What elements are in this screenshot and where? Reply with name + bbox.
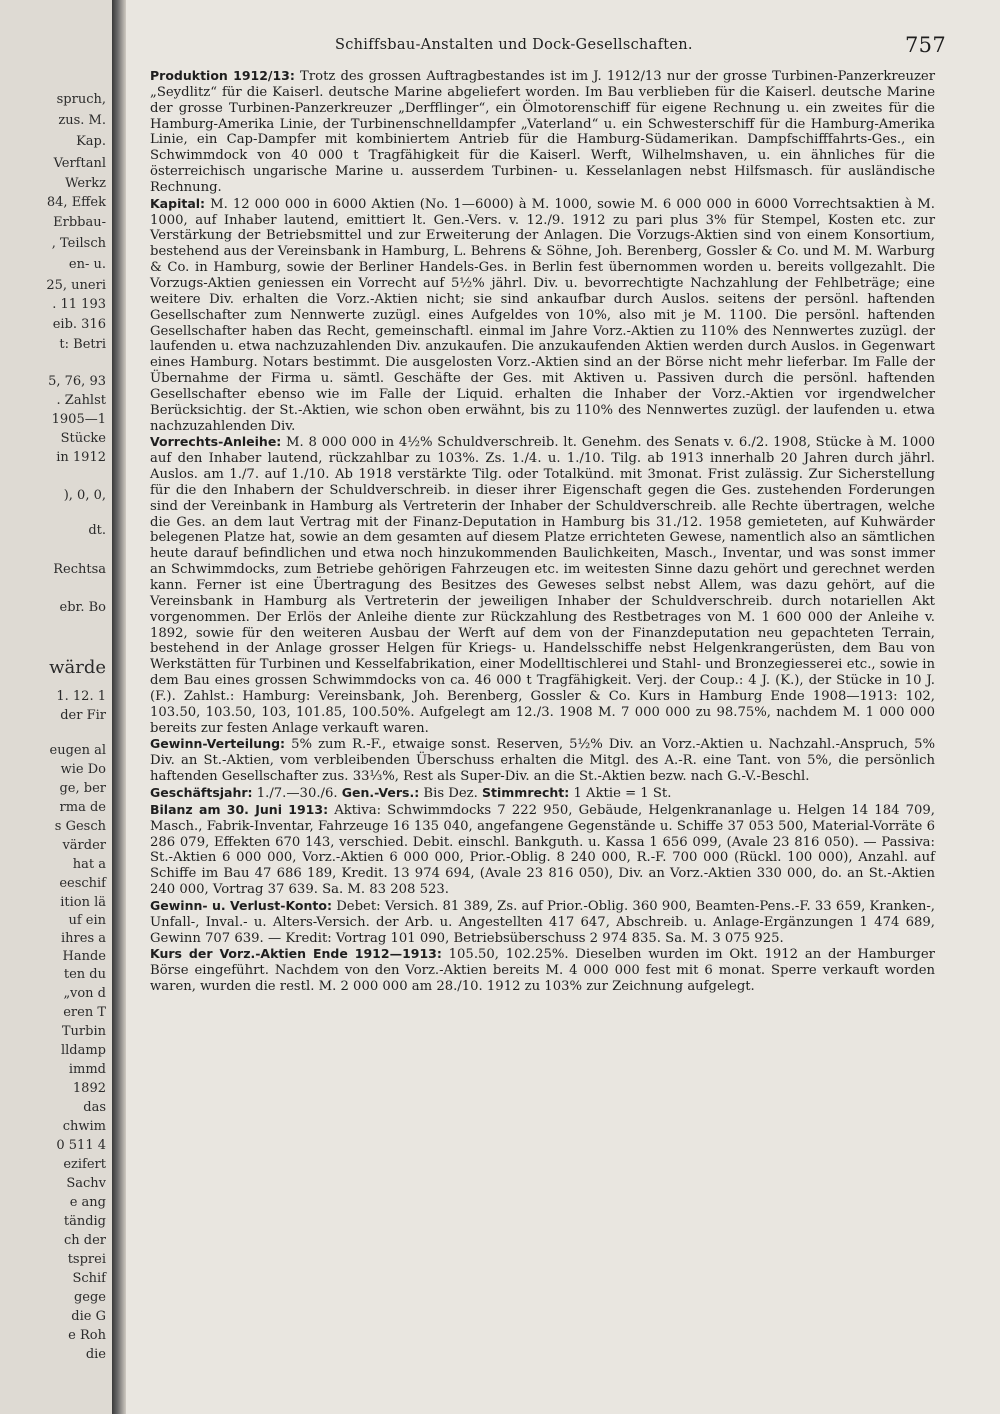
paragraph-vorrechts-anleihe: Vorrechts-Anleihe: M. 8 000 000 in 4½% Schuldverschreib. lt. Genehm. des Senats v. 6./2. 1908, Stücke à M. 1000 auf den Inhaber lautend, rückzahlbar zu 103%. Zs. 1./4. u. 1./10. Tilg. ab 1913 innerhalb 20 Jahren durch jährl. Auslos. am 1./7. auf 1./10. Ab 1918 verstärkte Tilg. oder Totalkünd. mit 3monat. Frist zulässig. Zur Sicherstellung für die den Inhabern der Schuldverschreib. in dieser ihrer Eigenschaft gegen die Ges. zustehenden Forderungen sind der Vereinbank in Hamburg als Vertreterin der Inhaber der Schuldverschreib. alle Rechte übertragen, welche die Ges. an dem laut Vertrag mit der Finanz-Deputation in Hamburg bis 31./12. 1958 gemieteten, auf Kuhwärder belegenen Platze hat, sowie an dem gesamten auf diesem Platze errichteten Gewese, namentlich also an sämtlichen heute darauf befindlichen und etwa noch hinzukommenden Baulichkeiten, Masch., Inventar, und was sonst immer an Schwimmdocks, zum Betriebe gehörigen Fahrzeugen etc. im weitesten Sinne dazu gehört und gerechnet werden kann. Ferner ist eine Übertragung des Besitzes des Geweses selbst nebst Allem, was dazu gehört, auf die Vereinsbank in Hamburg als Vertreterin der jeweiligen Inhaber der Schuldverschreib. durch notariellen Akt vorgenommen. Der Erlös der Anleihe diente zur Rückzahlung des Restbetrages von M. 1 600 000 der Anleihe v. 1892, sowie für den weiteren Ausbau der Werft auf dem von der Finanzdeputation neu gepachteten Terrain, bestehend in der Anlage grosser Helgen für Kriegs- u. Handelsschiffe nebst Helgenkrangerüsten, dem Bau von Werkstätten für Turbinen und Kesselfabrikation, einer Modelltischlerei und Stahl- und Bronzegiesserei etc., sowie in dem Bau eines grossen Schwimmdocks von ca. 46 000 t Tragfähigkeit. Verj. der Coup.: 4 J. (K.), der Stücke in 10 J. (F.). Zahlst.: Hamburg: Vereinsbank, Joh. Berenberg, Gossler & Co. Kurs in Hamburg Ende 1908—1913: 102, 103.50, 103.50, 103, 101.85, 100.50%. Aufgelegt am 12./3. 1908 M. 7 000 000 zu 98.75%, nachdem M. 1 000 000 bereits zur festen Anlage verkauft waren. [150, 434, 935, 736]
left-page-text: immd [68, 1062, 106, 1077]
left-page-text: zus. M. [58, 113, 106, 128]
left-page-text: 84, Effek [46, 195, 106, 210]
label-kurs: Kurs der Vorz.-Aktien Ende 1912—1913: [150, 946, 442, 962]
left-page-text: t: Betri [59, 337, 106, 352]
left-page-text: die G [71, 1309, 106, 1324]
left-page-text: eren T [63, 1005, 106, 1020]
paragraph-gewinn-verteilung: Gewinn-Verteilung: 5% zum R.-F., etwaige sonst. Reserven, 5½% Div. an Vorz.-Aktien u. Nachzahl.-Anspruch, 5% Div. an St.-Aktien, vom verbleibenden Überschuss erhalten die Mitgl. des A.-R. eine Tant. von 5%, die persönlich haftenden Gesellschafter zus. 33⅓%, Rest als Super-Div. an die St.-Aktien bezw. nach G.-V.-Beschl. [150, 736, 935, 785]
label-gen-vers: Gen.-Vers.: [341, 784, 420, 800]
left-page-text: . 11 193 [52, 297, 106, 312]
left-page-text: tändig [63, 1214, 106, 1229]
left-page-text: ebr. Bo [59, 600, 106, 615]
left-page-text: 1892 [72, 1081, 106, 1096]
left-page-text: , Teilsch [51, 236, 106, 251]
left-page-text: ition lä [60, 895, 106, 910]
left-page-text: der Fir [60, 708, 106, 723]
running-title: Schiffsbau-Anstalten und Dock-Gesellschaften. [335, 37, 693, 53]
left-page-text: ihres a [61, 931, 106, 946]
left-page-text: das [83, 1100, 106, 1115]
label-kapital: Kapital: [150, 195, 206, 211]
left-page-text: 0 511 4 [56, 1138, 106, 1153]
left-page-text: 1. 12. 1 [56, 689, 106, 704]
left-page-text: Erbbau- [53, 215, 106, 230]
left-page-text: uf ein [68, 913, 106, 928]
left-page-text: Stücke [60, 431, 106, 446]
left-page-text: ge, ber [59, 781, 106, 796]
left-page-text: e ang [69, 1195, 106, 1210]
left-page-text: lldamp [60, 1043, 106, 1058]
left-page-text: die [85, 1347, 106, 1362]
label-produktion: Produktion 1912/13: [150, 68, 295, 83]
left-page-text: tsprei [67, 1252, 106, 1267]
left-page-text: Werkz [65, 176, 106, 191]
paragraph-gewinn-verlust: Gewinn- u. Verlust-Konto: Debet: Versich. 81 389, Zs. auf Prior.-Oblig. 360 900, Beamten-Pens.-F. 33 659, Kranken-, Unfall-, Inval.- u. Alters-Versich. der Arb. u. Angestellten 417 647, Abschreib. u. Anlage-Ergänzungen 1 474 689, Gewinn 707 639. — Kredit: Vortrag 101 090, Betriebsüberschuss 2 974 835. Sa. M. 3 075 925. [150, 897, 935, 946]
label-geschaeftsjahr: Geschäftsjahr: [150, 784, 253, 800]
left-page-text: ch der [63, 1233, 106, 1248]
left-page-text: 5, 76, 93 [48, 374, 106, 389]
left-page-text: 1905—1 [51, 412, 106, 427]
left-page-text: gege [73, 1290, 106, 1305]
left-page-text: Turbin [61, 1024, 106, 1039]
paragraph-bilanz: Bilanz am 30. Juni 1913: Aktiva: Schwimmdocks 7 222 950, Gebäude, Helgenkrananlage u. Helgen 14 184 709, Masch., Fabrik-Inventar, Fahrzeuge 16 135 040, angefangene Gegenstände u. Schiffe 37 053 500, Material-Vorräte 6 286 079, Effekten 670 143, verschied. Debit. einschl. Bankguth. u. Kassa 1 656 099, (Avale 23 816 050). — Passiva: St.-Aktien 6 000 000, Vorz.-Aktien 6 000 000, Prior.-Oblig. 8 240 000, R.-F. 700 000 (Rückl. 100 000), Anzahl. auf Schiffe im Bau 47 686 189, Kredit. 13 974 694, (Avale 23 816 050), Div. an Vorz.-Aktien 330 000, do. an St.-Aktien 240 000, Vortrag 37 639. Sa. M. 83 208 523. [150, 801, 935, 898]
left-page-text: . Zahlst [56, 393, 106, 408]
left-page-text: 25, uneri [46, 278, 106, 293]
left-page-text: rma de [59, 800, 106, 815]
left-page-text: Rechtsa [53, 562, 106, 577]
left-page-fragment [0, 0, 112, 1414]
paragraph-produktion: Produktion 1912/13: Trotz des grossen Auftragbestandes ist im J. 1912/13 nur der grosse Turbinen-Panzerkreuzer „Seydlitz“ für die Kaiserl. deutsche Marine abgeliefert worden. Im Bau verblieben für die Kaiserl. deutsche Marine der grosse Turbinen-Panzerkreuzer „Derfflinger“, ein Ölmotorenschiff für eigene Rechnung u. ein zweites für die Hamburg-Amerika Linie, der Turbinenschnelldampfer „Vaterland“ u. ein Schwesterschiff für die Hamburg-Amerika Linie, ein Cap-Dampfer mit kombiniertem Antrieb für die Hamburg-Südamerikan. Dampfschifffahrts-Ges., ein Schwimmdock von 40 000 t Tragfähigkeit für die Kaiserl. Werft, Wilhelmshaven, u. ein ähnliches für die österreichisch ungarische Marine u. ausserdem Turbinen- u. Kesselanlagen nebst Hilfsmasch. für ausländische Rechnung. [150, 68, 936, 195]
left-page-text: Schif [72, 1271, 106, 1286]
paragraph-geschaeftsjahr: Geschäftsjahr: 1./7.—30./6. Gen.-Vers.: Bis Dez. Stimmrecht: 1 Aktie = 1 St. [150, 784, 672, 801]
left-page-text: eeschif [59, 876, 106, 891]
left-page-text: värder [62, 838, 106, 853]
left-page-text: e Roh [68, 1328, 106, 1343]
page-body [150, 68, 935, 995]
left-page-text: Sachv [66, 1176, 106, 1191]
left-page-text: Verftanl [53, 156, 106, 171]
page-number: 757 [905, 33, 946, 57]
label-stimmrecht: Stimmrecht: [482, 784, 570, 800]
paragraph-kapital: Kapital: M. 12 000 000 in 6000 Aktien (No. 1—6000) à M. 1000, sowie M. 6 000 000 in 6000 Vorrechtsaktien à M. 1000, auf Inhaber lautend, emittiert lt. Gen.-Vers. v. 12./9. 1912 zu pari plus 3% für Stempel, Kosten etc. zur Verstärkung der Betriebsmittel und zur Erweiterung der Anlagen. Die Vorzugs-Aktien sind von einem Konsortium, bestehend aus der Vereinsbank in Hamburg, L. Behrens & Söhne, Joh. Berenberg, Gossler & Co. und M. M. Warburg & Co. in Hamburg, sowie der Berliner Handels-Ges. in Berlin fest übernommen worden u. bereits vollgezahlt. Die Vorzugs-Aktien geniessen ein Vorrecht auf 5½% jährl. Div. u. bevorrechtigte Nachzahlung der Fehlbeträge; eine weitere Div. erhalten die Vorz.-Aktien nicht; sie sind ankaufbar durch Auslos. seitens der persönl. haftenden Gesellschafter zum Nennwerte zuzügl. eines Aufgeldes von 10%, also mit je M. 1100. Die persönl. haftenden Gesellschafter haben das Recht, gemeinschaftl. einmal im Jahre Vorz.-Aktien zu 110% des Nennwertes zuzügl. der laufenden u. etwa nachzuzahlenden Div. anzukaufen. Die anzukaufenden Aktien werden durch Auslos. in Gegenwart eines Hamburg. Notars bestimmt. Die ausgelosten Vorz.-Aktien sind an der Börse nicht mehr lieferbar. Im Falle der Übernahme der Firma u. sämtl. Geschäfte der Ges. mit Aktiven u. Passiven durch die persönl. haftenden Gesellschafter ebenso wie im Falle der Liquid. erhalten die Inhaber der Vorz.-Aktien vor irgendwelcher Berücksichtig. der St.-Aktien, wie schon oben erwähnt, bis zu 110% des Nennwertes zuzügl. der laufenden u. etwa nachzuzahlenden Div. [150, 195, 935, 434]
left-page-text: Hande [62, 949, 106, 964]
label-vorrechts-anleihe: Vorrechts-Anleihe: [150, 434, 282, 450]
label-bilanz: Bilanz am 30. Juni 1913: [150, 801, 329, 817]
left-page-text: en- u. [68, 257, 106, 272]
left-page-text: ), 0, 0, [63, 488, 106, 503]
left-page-text: ten du [63, 967, 106, 982]
label-gewinn-verlust: Gewinn- u. Verlust-Konto: [150, 897, 332, 913]
paragraph-kurs: Kurs der Vorz.-Aktien Ende 1912—1913: 105.50, 102.25%. Dieselben wurden im Okt. 1912 an der Hamburger Börse eingeführt. Nachdem von den Vorz.-Aktien bereits M. 4 000 000 fest mit 6 monat. Sperre verkauft worden waren, wurden die restl. M. 2 000 000 am 28./10. 1912 zu 103% zur Zeichnung aufgelegt. [150, 946, 935, 995]
left-page-text: „von d [63, 986, 106, 1001]
left-page-text: eugen al [49, 743, 106, 758]
left-page-text: wärde [49, 657, 106, 678]
left-page-text: spruch, [56, 92, 106, 107]
left-page-text: Kap. [76, 134, 106, 149]
left-page-text: hat a [72, 857, 106, 872]
left-page-text: in 1912 [56, 450, 106, 465]
left-page-text: chwim [62, 1119, 106, 1134]
left-page-text: ezifert [63, 1157, 106, 1172]
left-page-text: wie Do [60, 762, 106, 777]
left-page-text: dt. [88, 523, 106, 538]
label-gewinn-verteilung: Gewinn-Verteilung: [150, 736, 286, 752]
book-fold [112, 0, 126, 1414]
left-page-text: s Gesch [54, 819, 106, 834]
left-page-text: eib. 316 [52, 317, 106, 332]
